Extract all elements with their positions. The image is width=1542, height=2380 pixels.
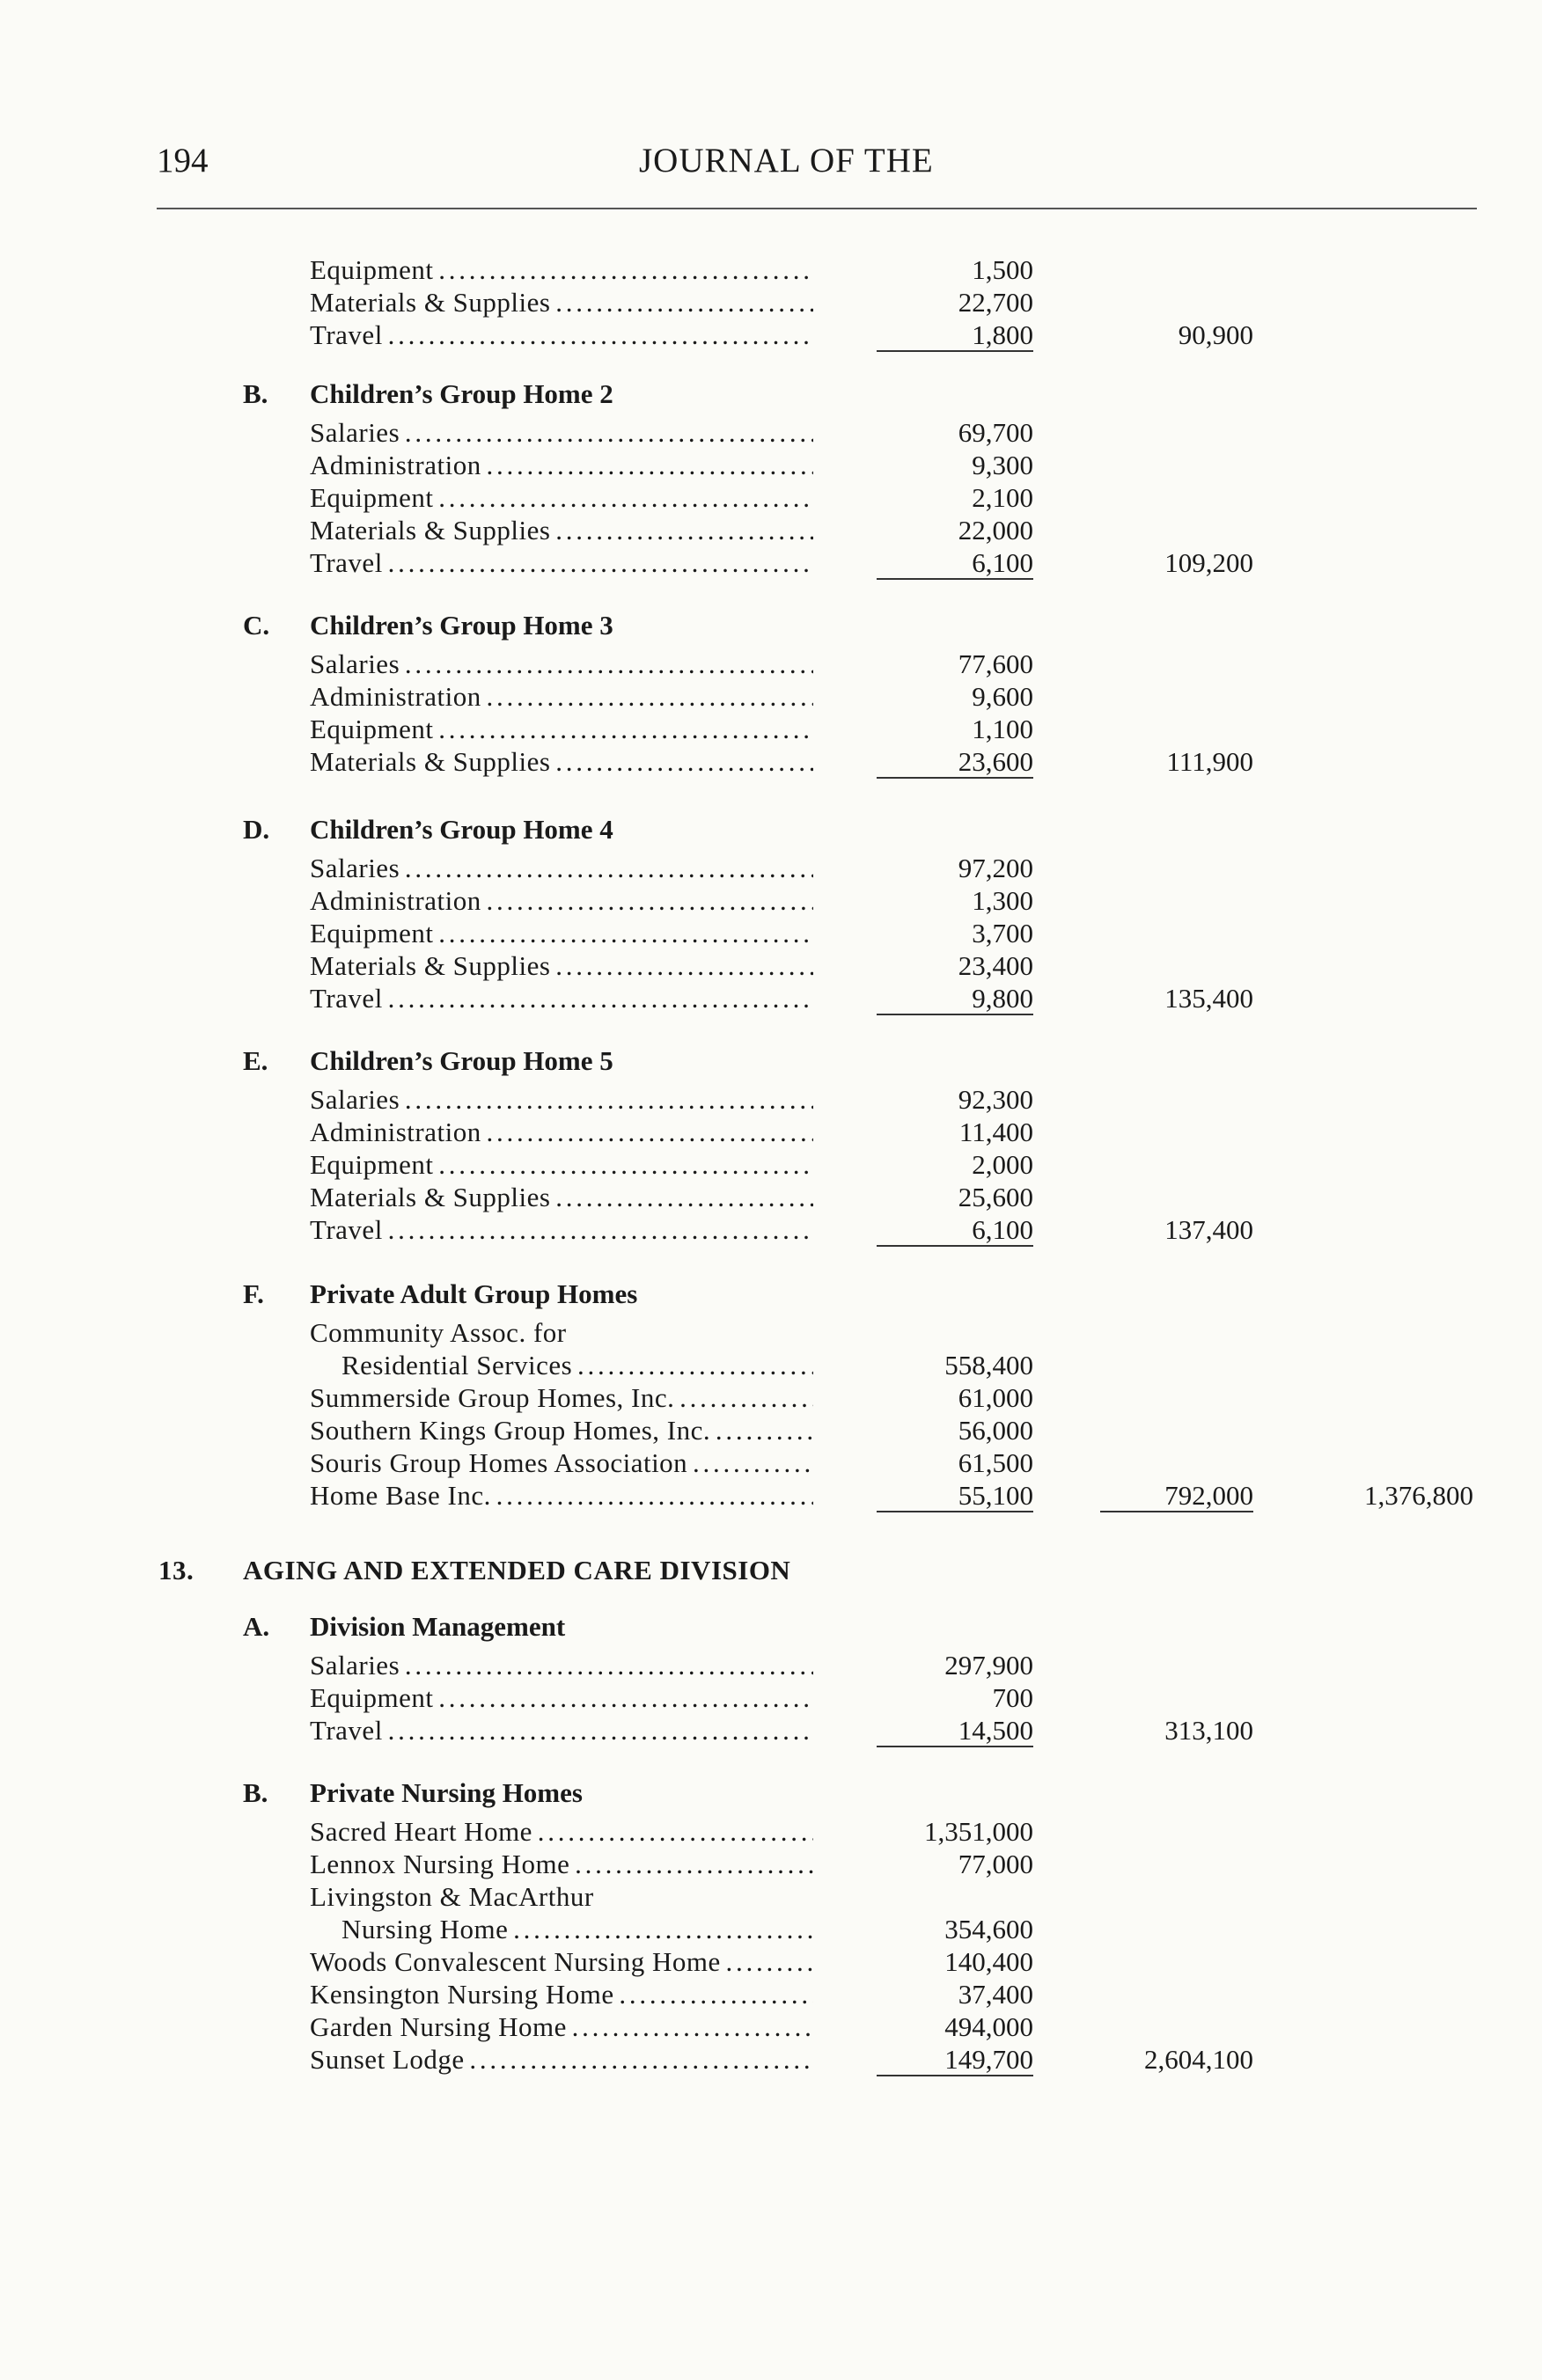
section-letter: D. [243,814,270,845]
item-label: Equipment [310,255,434,285]
item-amount: 11,400 [958,1117,1033,1147]
line-item [0,1318,1542,1348]
item-label: Equipment [310,1683,434,1713]
item-label: Lennox Nursing Home [310,1849,570,1879]
item-label: Salaries [310,853,400,883]
line-item [0,548,1542,578]
item-amount: 1,300 [972,885,1033,916]
item-label: Summerside Group Homes, Inc. [310,1383,675,1413]
division-number: 13. [158,1555,195,1585]
section-subtotal: 111,900 [1166,746,1253,777]
item-label: Travel [310,1716,383,1746]
item-label: Equipment [310,483,434,513]
item-amount: 22,700 [958,287,1033,318]
line-item [0,886,1542,916]
item-label: Sacred Heart Home [310,1817,532,1847]
item-amount: 2,000 [972,1149,1033,1180]
line-item [0,2012,1542,2042]
section-title: Children’s Group Home 5 [310,1045,613,1076]
line-item [0,1117,1542,1147]
line-item [0,1085,1542,1115]
item-amount: 494,000 [944,2011,1033,2042]
line-item [0,1383,1542,1413]
item-label: Travel [310,1215,383,1245]
section-subtotal: 2,604,100 [1144,2044,1253,2075]
item-label: Salaries [310,1651,400,1681]
line-item [0,320,1542,350]
item-label: Sunset Lodge [310,2045,465,2075]
line-item [0,984,1542,1014]
line-item [0,483,1542,513]
section-subtotal: 135,400 [1164,983,1253,1014]
item-label: Equipment [310,919,434,948]
line-item [0,1150,1542,1180]
line-item [0,649,1542,679]
section-subtotal: 90,900 [1178,319,1253,350]
line-item [0,1215,1542,1245]
line-item [0,1915,1542,1944]
item-amount: 97,200 [958,853,1033,883]
line-item [0,1448,1542,1478]
item-label: Travel [310,320,383,350]
line-item [0,1683,1542,1713]
item-amount: 55,100 [877,1481,1033,1512]
item-amount: 6,100 [877,548,1033,580]
line-item [0,1183,1542,1212]
line-item [0,682,1542,712]
line-item [0,951,1542,981]
line-item [0,1980,1542,2010]
item-label: Administration [310,1117,481,1147]
item-amount: 9,300 [972,450,1033,480]
item-label: Equipment [310,714,434,744]
item-amount: 14,500 [877,1716,1033,1747]
section-title: Division Management [310,1611,566,1642]
line-item [0,255,1542,285]
item-amount: 77,600 [958,648,1033,679]
item-label: Salaries [310,418,400,448]
section-title: Children’s Group Home 3 [310,610,613,641]
section-subtotal: 792,000 [1100,1481,1253,1512]
section-letter: A. [243,1611,270,1642]
line-item [0,714,1542,744]
page-header [157,141,1477,194]
line-item [0,450,1542,480]
item-amount: 1,100 [972,714,1033,744]
item-amount: 92,300 [958,1084,1033,1115]
item-label: Travel [310,548,383,578]
item-label: Travel [310,984,383,1014]
item-label: Kensington Nursing Home [310,1980,614,2010]
group-total: 1,376,800 [1364,1480,1473,1511]
item-amount: 37,400 [958,1979,1033,2010]
item-amount: 3,700 [972,918,1033,948]
line-item [0,919,1542,948]
section-letter: F. [243,1278,264,1309]
line-item [0,1716,1542,1746]
line-item [0,1882,1542,1912]
line-item [0,1651,1542,1681]
running-head: JOURNAL OF THE [639,142,934,179]
item-amount: 9,800 [877,984,1033,1015]
item-label: Community Assoc. for [310,1318,567,1348]
section-title: Children’s Group Home 4 [310,814,613,845]
item-label: Salaries [310,649,400,679]
item-label: Southern Kings Group Homes, Inc. [310,1416,711,1446]
line-item [0,418,1542,448]
item-amount: 2,100 [972,482,1033,513]
line-item [0,2045,1542,2075]
item-amount: 1,800 [877,320,1033,352]
item-amount: 354,600 [944,1914,1033,1944]
line-item [0,1817,1542,1847]
page-number: 194 [157,142,209,179]
item-amount: 56,000 [958,1415,1033,1446]
item-amount: 77,000 [958,1849,1033,1879]
item-label: Administration [310,450,481,480]
item-label: Livingston & MacArthur [310,1882,594,1912]
item-label: Administration [310,682,481,712]
line-item [0,516,1542,546]
line-item [0,1351,1542,1380]
section-subtotal: 137,400 [1164,1214,1253,1245]
line-item [0,747,1542,777]
item-label: Garden Nursing Home [310,2012,567,2042]
section-title: Private Nursing Homes [310,1777,583,1808]
line-item [0,1481,1542,1511]
item-amount: 700 [992,1682,1033,1713]
item-amount: 1,351,000 [924,1816,1033,1847]
section-letter: C. [243,610,270,641]
item-amount: 1,500 [972,254,1033,285]
line-item [0,1416,1542,1446]
section-letter: E. [243,1045,268,1076]
item-label: Materials & Supplies [310,951,551,981]
item-label: Nursing Home [341,1915,509,1944]
item-label: Equipment [310,1150,434,1180]
item-label: Materials & Supplies [310,1183,551,1212]
item-label: Souris Group Homes Association [310,1448,688,1478]
item-amount: 25,600 [958,1182,1033,1212]
item-amount: 9,600 [972,681,1033,712]
item-amount: 149,700 [877,2045,1033,2076]
header-rule [157,208,1477,209]
item-amount: 23,400 [958,950,1033,981]
item-label: Home Base Inc. [310,1481,491,1511]
item-amount: 61,500 [958,1447,1033,1478]
line-item [0,1849,1542,1879]
section-subtotal: 313,100 [1164,1715,1253,1746]
section-title: Children’s Group Home 2 [310,378,613,409]
section-letter: B. [243,1777,268,1808]
item-amount: 69,700 [958,417,1033,448]
section-title: Private Adult Group Homes [310,1278,638,1309]
item-label: Materials & Supplies [310,516,551,546]
section-subtotal: 109,200 [1164,547,1253,578]
item-label: Residential Services [341,1351,573,1380]
division-title: AGING AND EXTENDED CARE DIVISION [243,1555,791,1585]
line-item [0,288,1542,318]
section-letter: B. [243,378,268,409]
item-label: Administration [310,886,481,916]
item-label: Salaries [310,1085,400,1115]
line-item [0,1947,1542,1977]
line-item [0,853,1542,883]
item-label: Woods Convalescent Nursing Home [310,1947,721,1977]
item-label: Materials & Supplies [310,747,551,777]
item-label: Materials & Supplies [310,288,551,318]
item-amount: 61,000 [958,1382,1033,1413]
item-amount: 23,600 [877,747,1033,779]
item-amount: 558,400 [944,1350,1033,1380]
item-amount: 140,400 [944,1946,1033,1977]
item-amount: 6,100 [877,1215,1033,1247]
item-amount: 22,000 [958,515,1033,546]
item-amount: 297,900 [944,1650,1033,1681]
